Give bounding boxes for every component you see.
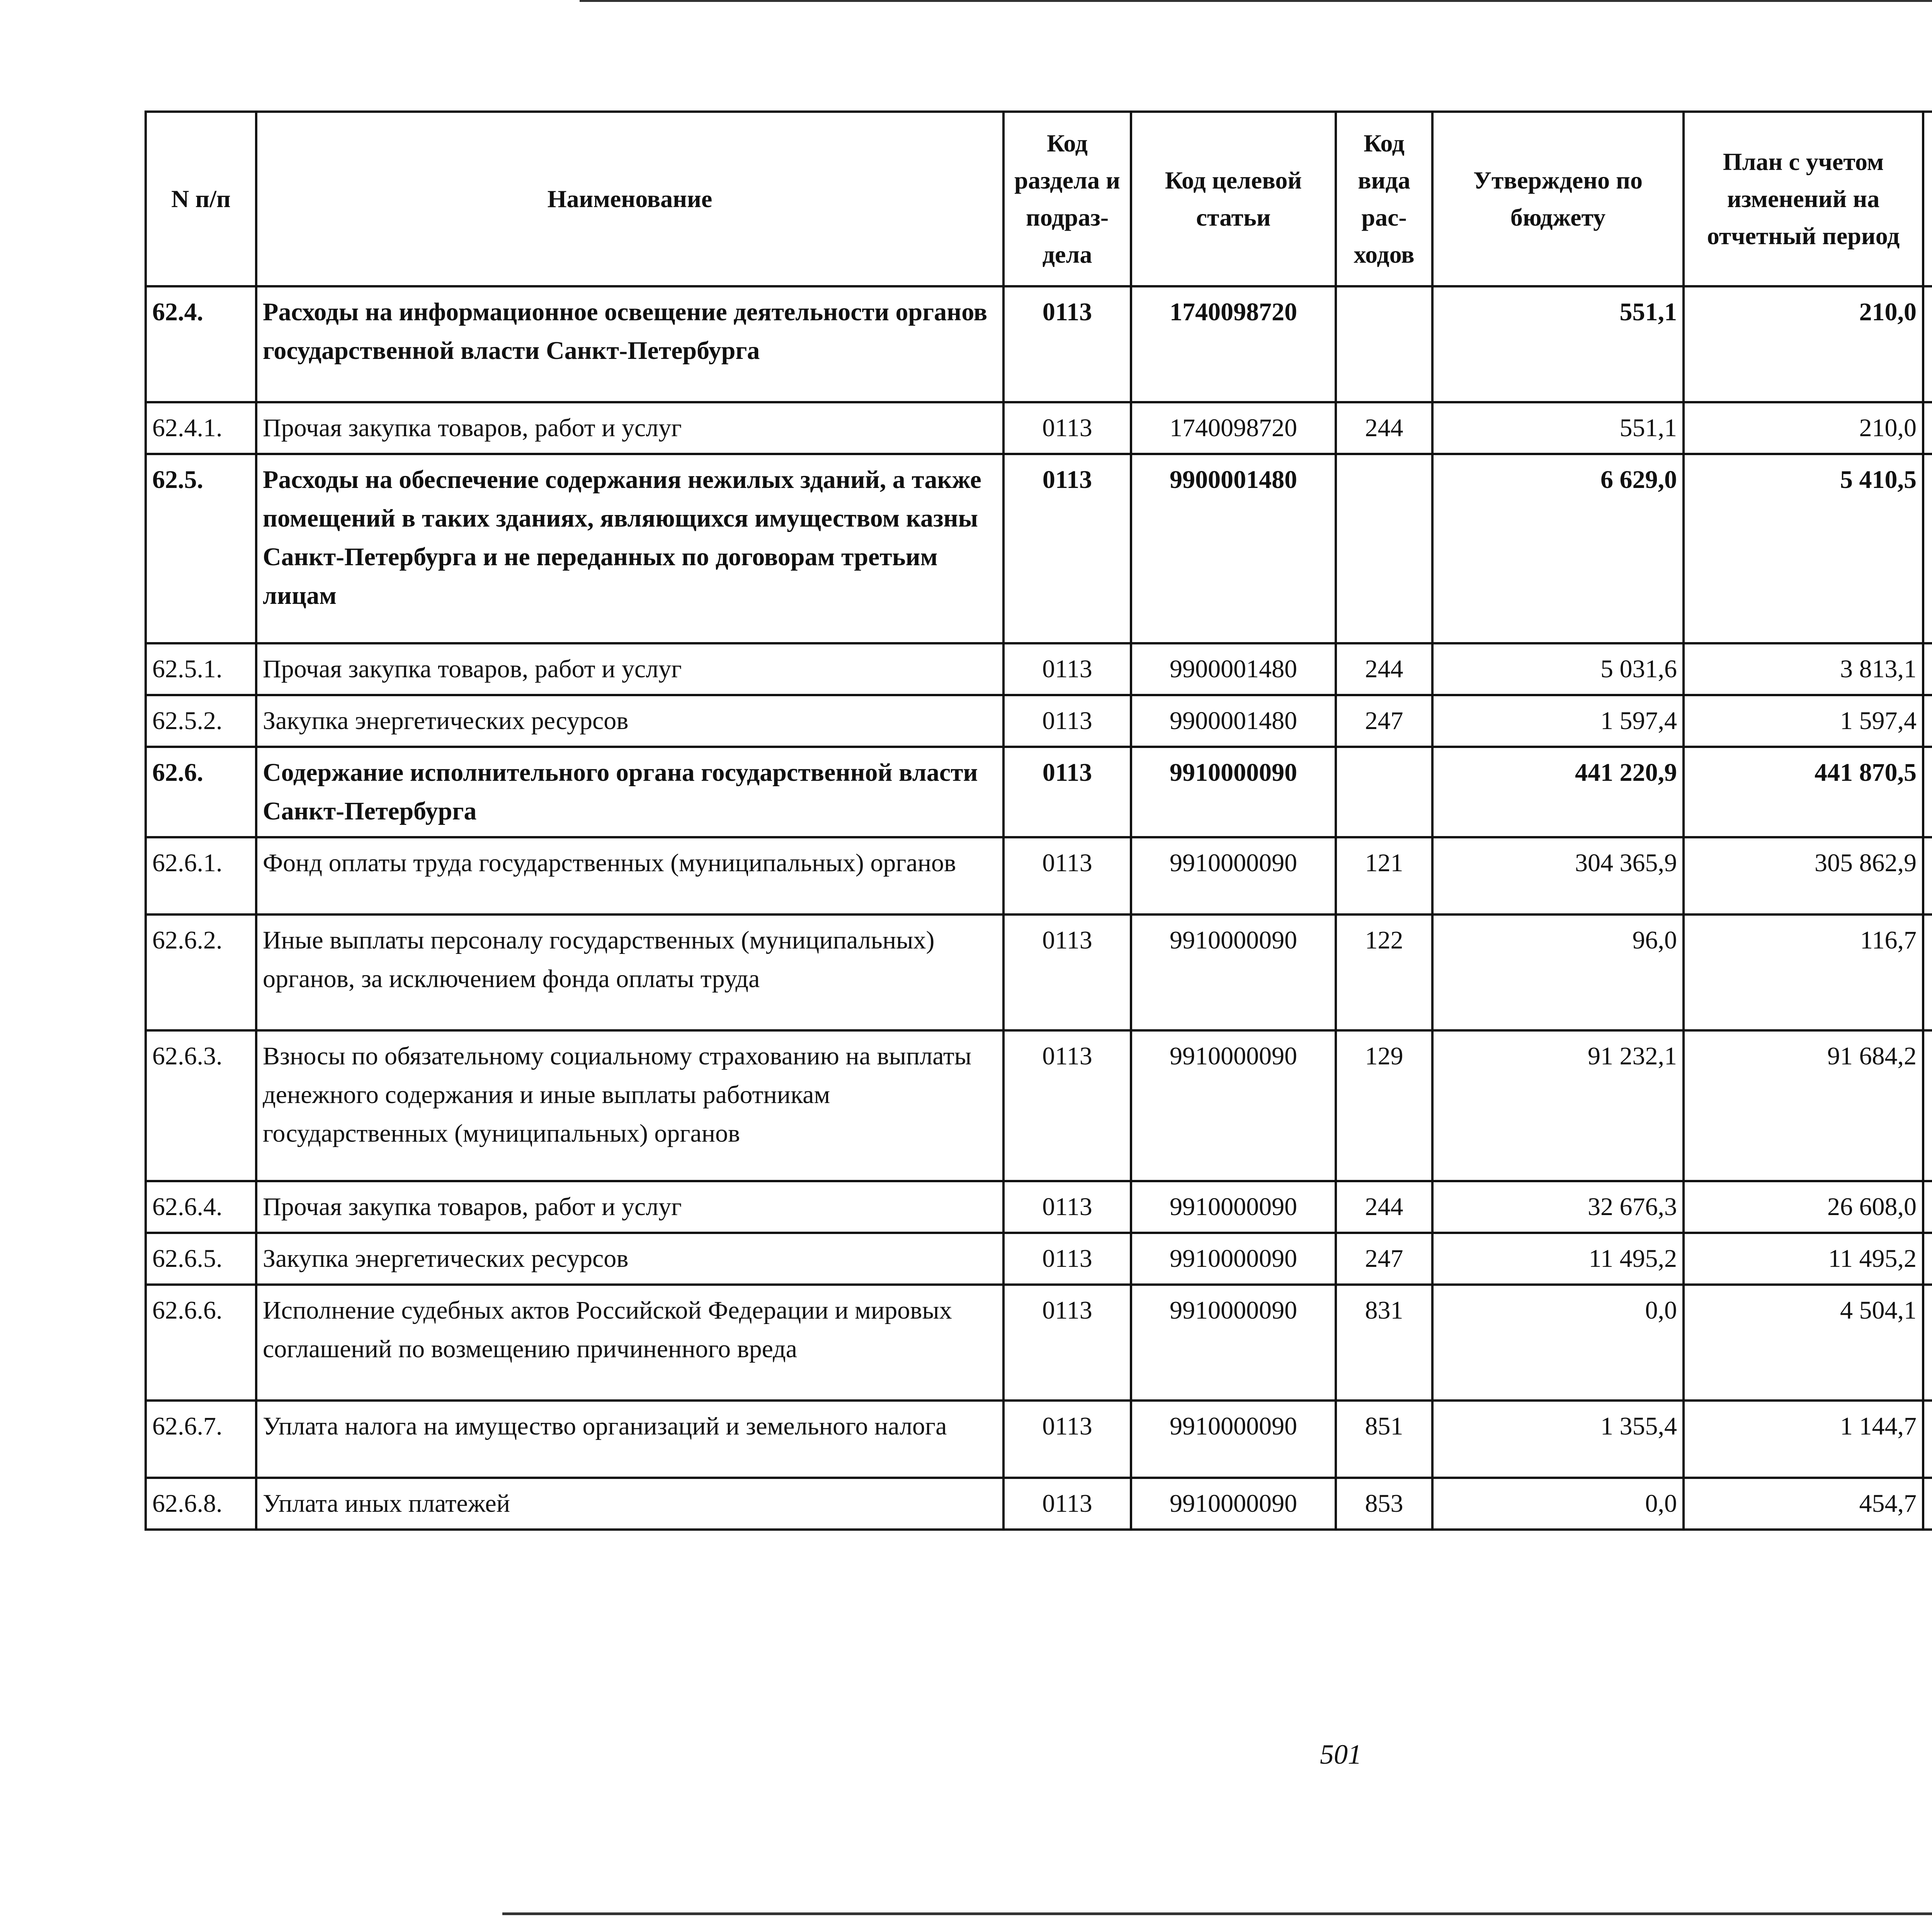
cell-kind: 244 <box>1336 1181 1432 1233</box>
cell-approved: 91 232,1 <box>1432 1030 1684 1181</box>
cell-name: Уплата иных платежей <box>256 1478 1003 1530</box>
cell-approved: 11 495,2 <box>1432 1233 1684 1285</box>
table-row <box>146 1030 1932 1181</box>
cell-name: Уплата налога на имущество организаций и земельного налога <box>256 1401 1003 1478</box>
cell-executed <box>1923 454 1932 643</box>
table-row <box>146 695 1932 747</box>
cell-kind: 121 <box>1336 837 1432 914</box>
cell-approved: 5 031,6 <box>1432 643 1684 695</box>
cell-approved: 551,1 <box>1432 402 1684 454</box>
cell-approved: 1 355,4 <box>1432 1401 1684 1478</box>
cell-num: 62.6.5. <box>146 1233 256 1285</box>
cell-num: 62.5.1. <box>146 643 256 695</box>
cell-kind: 244 <box>1336 402 1432 454</box>
cell-target: 9910000090 <box>1131 1401 1336 1478</box>
cell-name: Исполнение судебных актов Российской Федерации и мировых соглашений по возмещению причиненного вреда <box>256 1285 1003 1401</box>
page-number: 501 <box>1320 1739 1362 1770</box>
table-body <box>146 286 1932 1530</box>
cell-name: Иные выплаты персоналу государственных (муниципальных) органов, за исключением фонда оплаты труда <box>256 914 1003 1030</box>
cell-name: Закупка энергетических ресурсов <box>256 1233 1003 1285</box>
cell-executed <box>1923 1478 1932 1530</box>
cell-executed <box>1923 914 1932 1030</box>
cell-kind <box>1336 454 1432 643</box>
cell-num: 62.5. <box>146 454 256 643</box>
cell-name: Закупка энергетических ресурсов <box>256 695 1003 747</box>
cell-target: 9910000090 <box>1131 1030 1336 1181</box>
cell-kind: 247 <box>1336 695 1432 747</box>
cell-section: 0113 <box>1003 914 1131 1030</box>
cell-target: 9910000090 <box>1131 1181 1336 1233</box>
cell-num: 62.6. <box>146 747 256 837</box>
cell-section: 0113 <box>1003 837 1131 914</box>
cell-kind: 122 <box>1336 914 1432 1030</box>
cell-approved: 441 220,9 <box>1432 747 1684 837</box>
cell-executed <box>1923 1285 1932 1401</box>
cell-plan: 3 813,1 <box>1684 643 1923 695</box>
cell-approved: 6 629,0 <box>1432 454 1684 643</box>
cell-target: 9900001480 <box>1131 454 1336 643</box>
cell-name: Расходы на информационное освещение деятельности органов государственной власти Санкт-Петербурга <box>256 286 1003 402</box>
cell-executed <box>1923 695 1932 747</box>
cell-plan: 5 410,5 <box>1684 454 1923 643</box>
cell-section: 0113 <box>1003 286 1131 402</box>
cell-plan: 11 495,2 <box>1684 1233 1923 1285</box>
cell-plan: 26 608,0 <box>1684 1181 1923 1233</box>
cell-section: 0113 <box>1003 1233 1131 1285</box>
cell-section: 0113 <box>1003 1181 1131 1233</box>
col-header-expense-code: Код вида рас-ходов <box>1336 112 1432 286</box>
cell-target: 9910000090 <box>1131 837 1336 914</box>
cell-num: 62.6.3. <box>146 1030 256 1181</box>
cell-approved: 551,1 <box>1432 286 1684 402</box>
cell-executed <box>1923 286 1932 402</box>
cell-target: 9900001480 <box>1131 695 1336 747</box>
table-row <box>146 1401 1932 1478</box>
cell-approved: 1 597,4 <box>1432 695 1684 747</box>
cell-approved: 304 365,9 <box>1432 837 1684 914</box>
col-header-num: N п/п <box>146 112 256 286</box>
table-row <box>146 747 1932 837</box>
cell-plan: 210,0 <box>1684 286 1923 402</box>
table-row <box>146 1233 1932 1285</box>
cell-approved: 0,0 <box>1432 1478 1684 1530</box>
scan-artifact-top <box>580 0 1932 2</box>
cell-plan: 441 870,5 <box>1684 747 1923 837</box>
table-row <box>146 402 1932 454</box>
cell-kind: 831 <box>1336 1285 1432 1401</box>
cell-executed <box>1923 1181 1932 1233</box>
cell-plan: 4 504,1 <box>1684 1285 1923 1401</box>
cell-num: 62.6.4. <box>146 1181 256 1233</box>
cell-kind: 129 <box>1336 1030 1432 1181</box>
cell-kind: 247 <box>1336 1233 1432 1285</box>
scan-artifact-bottom <box>502 1912 1932 1915</box>
cell-section: 0113 <box>1003 1401 1131 1478</box>
cell-num: 62.6.1. <box>146 837 256 914</box>
cell-approved: 96,0 <box>1432 914 1684 1030</box>
cell-section: 0113 <box>1003 747 1131 837</box>
cell-kind: 244 <box>1336 643 1432 695</box>
cell-kind <box>1336 286 1432 402</box>
col-header-plan: План с учетом изменений на отчетный период <box>1684 112 1923 286</box>
cell-target: 9910000090 <box>1131 1233 1336 1285</box>
table-row <box>146 837 1932 914</box>
cell-name: Прочая закупка товаров, работ и услуг <box>256 643 1003 695</box>
cell-target: 1740098720 <box>1131 402 1336 454</box>
cell-plan: 91 684,2 <box>1684 1030 1923 1181</box>
cell-plan: 305 862,9 <box>1684 837 1923 914</box>
cell-name: Прочая закупка товаров, работ и услуг <box>256 402 1003 454</box>
cell-plan: 1 144,7 <box>1684 1401 1923 1478</box>
cell-target: 9910000090 <box>1131 747 1336 837</box>
cell-num: 62.4.1. <box>146 402 256 454</box>
table-row <box>146 1181 1932 1233</box>
table-row <box>146 286 1932 402</box>
cell-target: 9910000090 <box>1131 1285 1336 1401</box>
cell-num: 62.6.7. <box>146 1401 256 1478</box>
table-row <box>146 914 1932 1030</box>
cell-plan: 116,7 <box>1684 914 1923 1030</box>
cell-name: Прочая закупка товаров, работ и услуг <box>256 1181 1003 1233</box>
cell-executed <box>1923 1401 1932 1478</box>
cell-name: Расходы на обеспечение содержания нежилых зданий, а также помещений в таких зданиях, являющихся имуществом казны Санкт-Петербурга и не переданных по договорам третьим лицам <box>256 454 1003 643</box>
cell-num: 62.5.2. <box>146 695 256 747</box>
cell-plan: 1 597,4 <box>1684 695 1923 747</box>
cell-num: 62.4. <box>146 286 256 402</box>
cell-name: Фонд оплаты труда государственных (муниципальных) органов <box>256 837 1003 914</box>
cell-approved: 0,0 <box>1432 1285 1684 1401</box>
cell-num: 62.6.8. <box>146 1478 256 1530</box>
col-header-name: Наименование <box>256 112 1003 286</box>
cell-name: Содержание исполнительного органа государственной власти Санкт-Петербурга <box>256 747 1003 837</box>
cell-executed <box>1923 402 1932 454</box>
cell-kind: 851 <box>1336 1401 1432 1478</box>
cell-plan: 454,7 <box>1684 1478 1923 1530</box>
cell-section: 0113 <box>1003 454 1131 643</box>
cell-target: 1740098720 <box>1131 286 1336 402</box>
col-header-section-code: Код раздела и подраз-дела <box>1003 112 1131 286</box>
cell-kind <box>1336 747 1432 837</box>
cell-num: 62.6.2. <box>146 914 256 1030</box>
col-header-approved: Утверждено по бюджету <box>1432 112 1684 286</box>
cell-executed <box>1923 1233 1932 1285</box>
cell-section: 0113 <box>1003 1030 1131 1181</box>
cell-executed <box>1923 747 1932 837</box>
cell-section: 0113 <box>1003 643 1131 695</box>
cell-section: 0113 <box>1003 695 1131 747</box>
cell-plan: 210,0 <box>1684 402 1923 454</box>
cell-executed <box>1923 643 1932 695</box>
cell-section: 0113 <box>1003 1285 1131 1401</box>
cell-target: 9910000090 <box>1131 1478 1336 1530</box>
cell-target: 9910000090 <box>1131 914 1336 1030</box>
cell-executed <box>1923 1030 1932 1181</box>
table-row <box>146 1285 1932 1401</box>
table-row <box>146 643 1932 695</box>
table-row <box>146 1478 1932 1530</box>
cell-num: 62.6.6. <box>146 1285 256 1401</box>
header-row <box>146 112 1932 162</box>
col-header-executed <box>1923 112 1932 286</box>
cell-approved: 32 676,3 <box>1432 1181 1684 1233</box>
cell-section: 0113 <box>1003 1478 1131 1530</box>
cell-executed <box>1923 837 1932 914</box>
cell-section: 0113 <box>1003 402 1131 454</box>
col-header-target-code: Код целевой статьи <box>1131 112 1336 286</box>
cell-kind: 853 <box>1336 1478 1432 1530</box>
cell-target: 9900001480 <box>1131 643 1336 695</box>
budget-execution-table <box>145 110 1932 1531</box>
cell-name: Взносы по обязательному социальному страхованию на выплаты денежного содержания и иные выплаты работникам государственных (муниципальных) органов <box>256 1030 1003 1181</box>
table-row <box>146 454 1932 643</box>
